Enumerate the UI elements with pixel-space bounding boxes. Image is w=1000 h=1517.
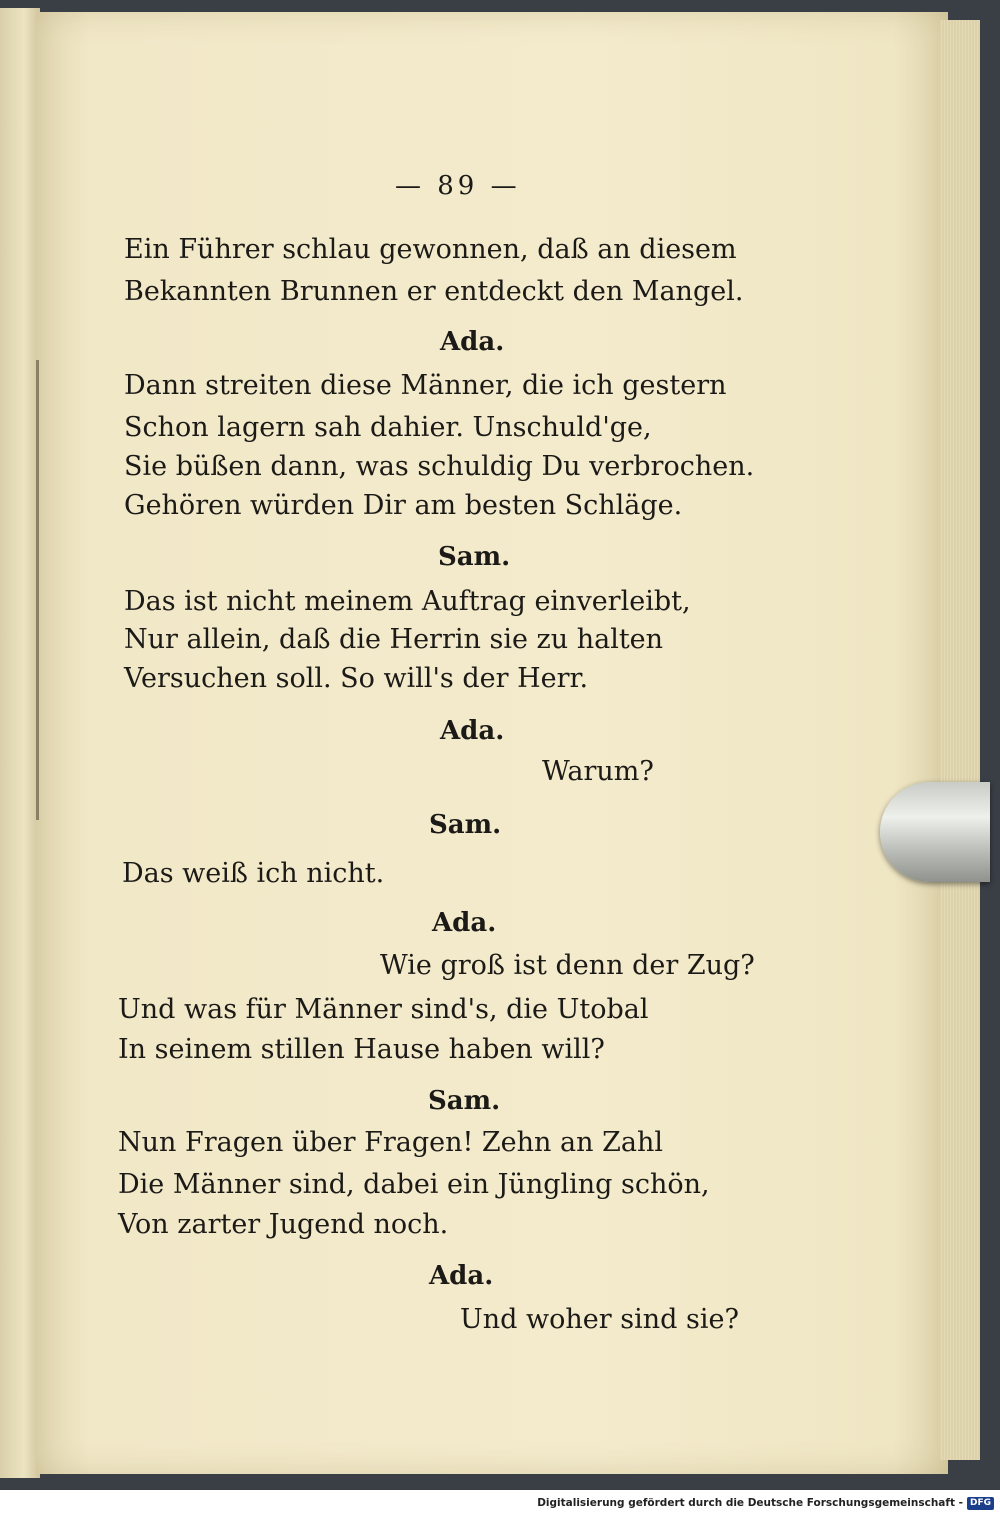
verse-line: In seinem stillen Hause haben will? (118, 1034, 605, 1065)
verse-line: Das weiß ich nicht. (122, 858, 385, 889)
verse-line: Und woher sind sie? (460, 1304, 739, 1335)
verse-line: Und was für Männer sind's, die Utobal (118, 994, 649, 1025)
verse-line: Versuchen soll. So will's der Herr. (124, 663, 589, 694)
footer-text: Digitalisierung gefördert durch die Deutsche Forschungsgemeinschaft - (537, 1497, 963, 1509)
speaker-name: Ada. (429, 1261, 494, 1291)
left-page-edge (0, 8, 40, 1478)
dfg-logo: DFG (967, 1497, 994, 1510)
verse-line: Die Männer sind, dabei ein Jüngling schön, (118, 1169, 710, 1200)
speaker-name: Ada. (440, 716, 505, 746)
verse-line: Nun Fragen über Fragen! Zehn an Zahl (118, 1127, 663, 1158)
verse-line: Von zarter Jugend noch. (118, 1209, 449, 1240)
verse-line: Wie groß ist denn der Zug? (380, 950, 755, 981)
verse-line: Nur allein, daß die Herrin sie zu halten (124, 624, 664, 655)
verse-line: Bekannten Brunnen er entdeckt den Mangel. (124, 276, 744, 307)
page-edges (940, 20, 980, 1460)
speaker-name: Sam. (438, 542, 511, 572)
page-number: — 89 — (395, 171, 521, 201)
verse-line: Dann streiten diese Männer, die ich gestern (124, 370, 727, 401)
page-clip (880, 782, 990, 882)
speaker-name: Ada. (432, 908, 497, 938)
verse-line: Schon lagern sah dahier. Unschuld'ge, (124, 412, 652, 443)
verse-line: Gehören würden Dir am besten Schläge. (124, 490, 683, 521)
verse-line: Das ist nicht meinem Auftrag einverleibt, (124, 586, 691, 617)
speaker-name: Ada. (440, 327, 505, 357)
verse-line: Sie büßen dann, was schuldig Du verbrochen. (124, 451, 755, 482)
speaker-name: Sam. (428, 1086, 501, 1116)
verse-line: Warum? (542, 756, 654, 787)
verse-line: Ein Führer schlau gewonnen, daß an diesem (124, 234, 737, 265)
digitization-footer (0, 1490, 1000, 1517)
speaker-name: Sam. (429, 810, 502, 840)
spine-shadow (36, 360, 39, 820)
